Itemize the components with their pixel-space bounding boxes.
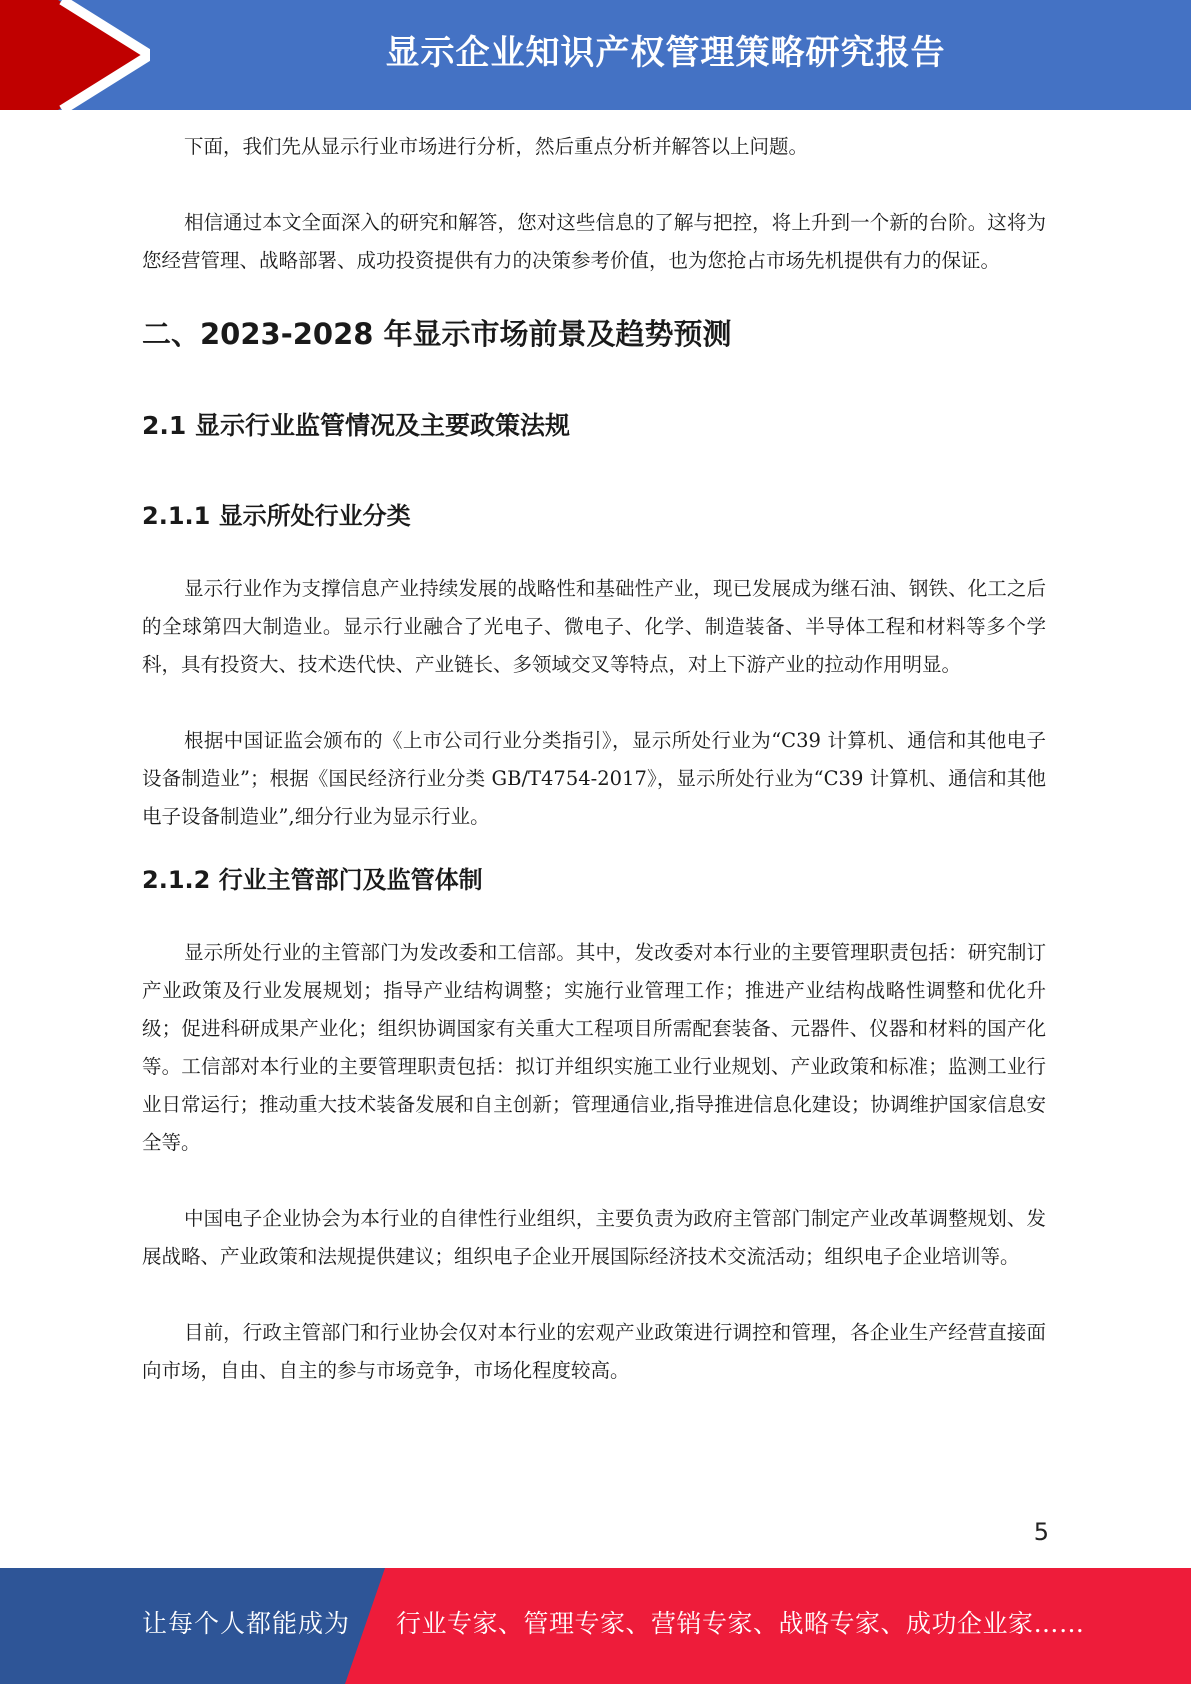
subsubsection-heading-regulation: 2.1.2 行业主管部门及监管体制 <box>142 866 483 894</box>
section-heading: 二、2023-2028 年显示市场前景及趋势预测 <box>142 317 732 351</box>
paragraph-association: 中国电子企业协会为本行业的自律性行业组织，主要负责为政府主管部门制定产业改革调整规划、发展战略、产业政策和法规提供建议；组织电子企业开展国际经济技术交流活动；组织电子企业培训等。 <box>142 1207 1046 1268</box>
document-body <box>142 128 1046 1390</box>
subsection-heading: 2.1 显示行业监管情况及主要政策法规 <box>142 411 570 440</box>
subsubsection-heading-classification: 2.1.1 显示所处行业分类 <box>142 502 411 530</box>
page-header-band <box>0 0 1191 110</box>
page-number: 5 <box>1033 1518 1049 1546</box>
paragraph-market: 目前，行政主管部门和行业协会仅对本行业的宏观产业政策进行调控和管理，各企业生产经营直接面向市场，自由、自主的参与市场竞争，市场化程度较高。 <box>142 1321 1046 1382</box>
paragraph-industry-overview: 显示行业作为支撑信息产业持续发展的战略性和基础性产业，现已发展成为继石油、钢铁、化工之后的全球第四大制造业。显示行业融合了光电子、微电子、化学、制造装备、半导体工程和材料等多个学科，具有投资大、技术迭代快、产业链长、多领域交叉等特点，对上下游产业的拉动作用明显。 <box>142 577 1046 676</box>
footer-slogan-right: 行业专家、管理专家、营销专家、战略专家、成功企业家…… <box>396 1609 1085 1638</box>
page-footer-band <box>0 1568 1191 1684</box>
report-title: 显示企业知识产权管理策略研究报告 <box>385 33 946 73</box>
paragraph-intro: 下面，我们先从显示行业市场进行分析，然后重点分析并解答以上问题。 <box>184 135 809 158</box>
footer-slogan-left: 让每个人都能成为 <box>142 1609 351 1638</box>
red-chevron-decoration <box>0 0 150 110</box>
paragraph-industry-classification: 根据中国证监会颁布的《上市公司行业分类指引》，显示所处行业为“C39 计算机、通信和其他电子设备制造业”；根据《国民经济行业分类 GB/T4754-2017》，显示所处行业为“C39 计算机、通信和其他电子设备制造业”,细分行业为显示行业。 <box>142 729 1046 828</box>
paragraph-authorities: 显示所处行业的主管部门为发改委和工信部。其中，发改委对本行业的主要管理职责包括：研究制订产业政策及行业发展规划；指导产业结构调整；实施行业管理工作；推进产业结构战略性调整和优化升级；促进科研成果产业化；组织协调国家有关重大工程项目所需配套装备、元器件、仪器和材料的国产化等。工信部对本行业的主要管理职责包括：拟订并组织实施工业行业规划、产业政策和标准；监测工业行业日常运行；推动重大技术装备发展和自主创新；管理通信业,指导推进信息化建设；协调维护国家信息安全等。 <box>142 941 1046 1154</box>
paragraph-value: 相信通过本文全面深入的研究和解答，您对这些信息的了解与把控，将上升到一个新的台阶。这将为您经营管理、战略部署、成功投资提供有力的决策参考价值，也为您抢占市场先机提供有力的保证。 <box>142 211 1046 272</box>
